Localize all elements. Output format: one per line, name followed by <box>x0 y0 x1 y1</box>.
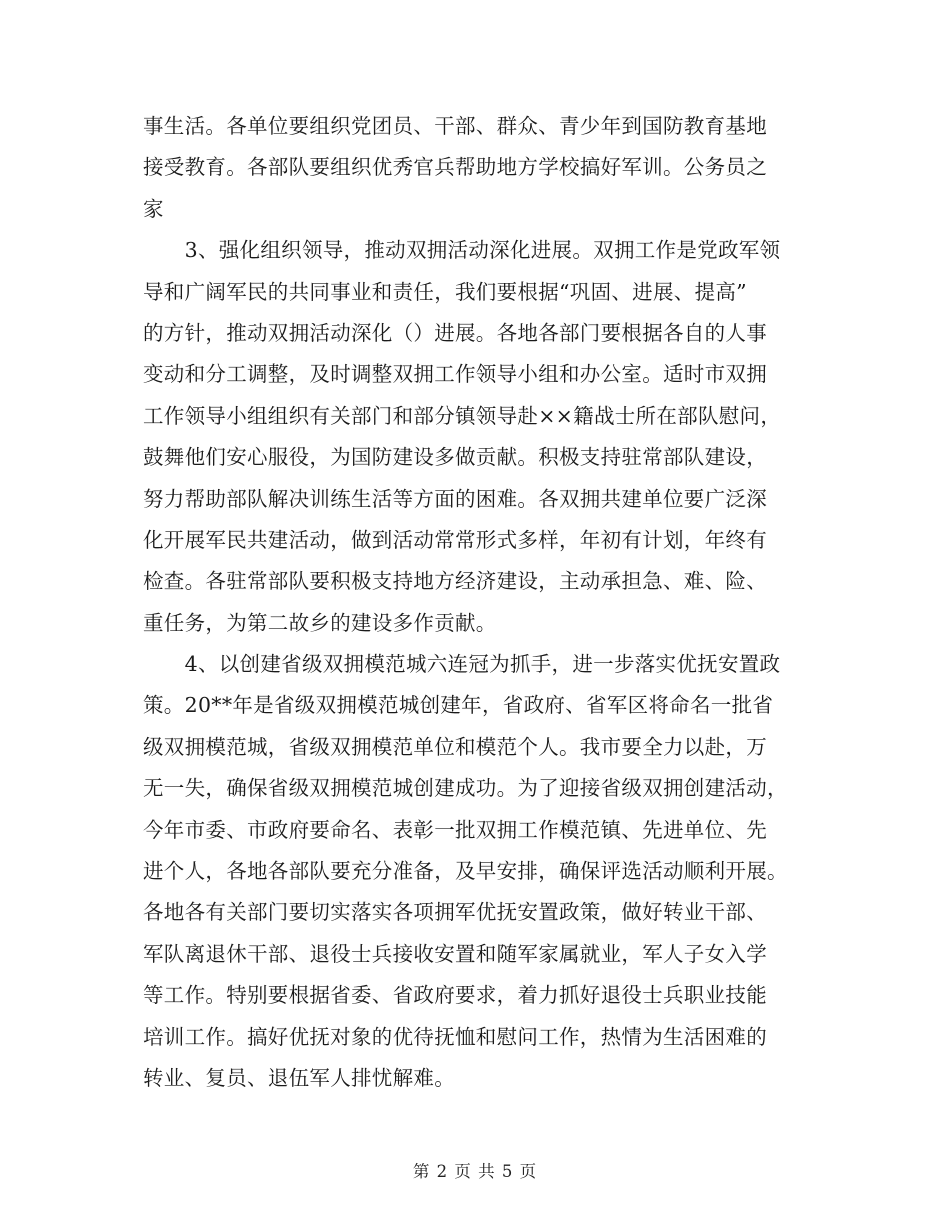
text-line: 导和广阔军民的共同事业和责任，我们要根据“巩固、进展、提高” <box>143 279 747 304</box>
text-line: 工作领导小组组织有关部门和部分镇领导赴××籍战士所在部队慰问， <box>143 403 782 428</box>
text-line: 各地各有关部门要切实落实各项拥军优抚安置政策，做好转业干部、 <box>143 900 767 925</box>
text-line: 接受教育。各部队要组织优秀官兵帮助地方学校搞好军训。公务员之 <box>143 155 767 180</box>
text-line: 鼓舞他们安心服役，为国防建设多做贡献。积极支持驻常部队建设， <box>143 445 767 470</box>
text-line: 军队离退休干部、退役士兵接收安置和随军家属就业，军人子女入学 <box>143 941 767 966</box>
text-line: 的方针，推动双拥活动深化（）进展。各地各部门要根据各自的人事 <box>143 320 767 345</box>
text-line: 变动和分工调整，及时调整双拥工作领导小组和办公室。适时市双拥 <box>143 362 767 387</box>
text-line: 级双拥模范城，省级双拥模范单位和模范个人。我市要全力以赴，万 <box>143 734 767 759</box>
text-line: 努力帮助部队解决训练生活等方面的困难。各双拥共建单位要广泛深 <box>143 486 767 511</box>
text-line: 进个人，各地各部队要充分准备，及早安排，确保评选活动顺利开展。 <box>143 859 788 884</box>
text-line: 化开展军民共建活动，做到活动常常形式多样，年初有计划，年终有 <box>143 527 767 552</box>
text-line: 4、以创建省级双拥模范城六连冠为抓手，进一步落实优抚安置政 <box>143 652 781 677</box>
text-line: 无一失，确保省级双拥模范城创建成功。为了迎接省级双拥创建活动， <box>143 776 788 801</box>
text-line: 检查。各驻常部队要积极支持地方经济建设，主动承担急、难、险、 <box>143 569 767 594</box>
body-text <box>143 106 813 1099</box>
text-line: 策。20**年是省级双拥模范城创建年，省政府、省军区将命名一批省 <box>143 693 774 718</box>
text-line: 事生活。各单位要组织党团员、干部、群众、青少年到国防教育基地 <box>143 114 767 138</box>
page-number: 第 2 页 共 5 页 <box>412 1162 538 1181</box>
text-line: 转业、复员、退伍军人排忧解难。 <box>143 1065 455 1090</box>
text-line: 家 <box>143 196 164 221</box>
text-line: 重任务，为第二故乡的建设多作贡献。 <box>143 610 497 635</box>
text-line: 3、强化组织领导，推动双拥活动深化进展。双拥工作是党政军领 <box>143 238 781 263</box>
text-line: 今年市委、市政府要命名、表彰一批双拥工作模范镇、先进单位、先 <box>143 817 767 842</box>
text-line: 等工作。特别要根据省委、省政府要求，着力抓好退役士兵职业技能 <box>143 983 767 1008</box>
text-line: 培训工作。搞好优抚对象的优待抚恤和慰问工作，热情为生活困难的 <box>143 1024 767 1049</box>
